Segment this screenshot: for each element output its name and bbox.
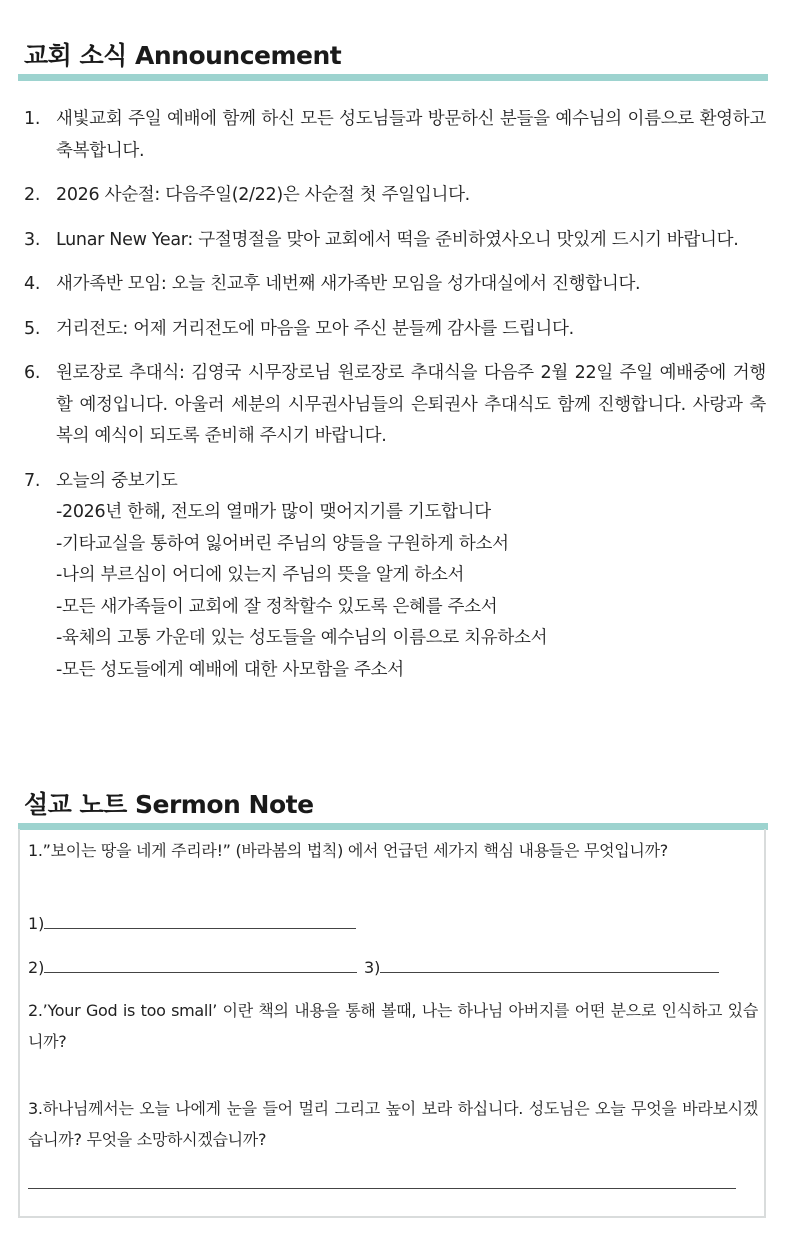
answer-blank-4[interactable] [28, 1174, 736, 1193]
sermon-question-1: 1.”보이는 땅을 네게 주리라!” (바라봄의 법칙) 에서 언급던 세가지 핵심 내용들은 무엇입니까? [28, 841, 668, 860]
prayer-line: -2026년 한해, 전도의 열매가 많이 맺어지기를 기도합니다 [56, 502, 491, 522]
item-number: 5. [24, 318, 41, 339]
prayer-line: -육체의 고통 가운데 있는 성도들을 예수님의 이름으로 치유하소서 [56, 628, 548, 648]
item-number: 2. [24, 185, 41, 205]
item-text: 2026 사순절: 다음주일(2/22)은 사순절 첫 주일입니다. [56, 185, 470, 205]
sermon-question-2: 2.’Your God is too small’ 이란 책의 내용을 통해 볼때, 나는 하나님 아버지를 어떤 분으로 인식하고 있습니까? [28, 1001, 758, 1051]
answer-underline [44, 971, 357, 973]
answer-blank-label: 1) [28, 914, 45, 933]
answer-blank-3[interactable] [364, 958, 719, 977]
item-text: 거리전도: 어제 거리전도에 마음을 모아 주신 분들께 감사를 드립니다. [56, 318, 574, 339]
announcement-list [24, 104, 766, 699]
item-number: 4. [24, 274, 41, 294]
answer-blank-label: 3) [364, 958, 381, 977]
sermon-question-3: 3.하나님께서는 오늘 나에게 눈을 들어 멀리 그리고 높이 보라 하십니다. 성도님은 오늘 무엇을 바라보시겠습니까? 무엇을 소망하시겠습니까? [28, 1099, 758, 1149]
prayer-line: -모든 새가족들이 교회에 잘 정착할수 있도록 은혜를 주소서 [56, 596, 498, 617]
prayer-line: -기타교실을 통하여 잃어버린 주님의 양들을 구원하게 하소서 [56, 533, 509, 554]
item-number: 6. [24, 363, 41, 383]
answer-underline [28, 1187, 736, 1189]
answer-blank-2[interactable] [28, 958, 357, 977]
prayer-item [24, 466, 766, 687]
prayer-line: -나의 부르심이 어디에 있는지 주님의 뜻을 알게 하소서 [56, 565, 465, 585]
item-number: 1. [24, 109, 41, 129]
item-text: 새빛교회 주일 예배에 함께 하신 모든 성도님들과 방문하신 분들을 예수님의 이름으로 환영하고 축복합니다. [56, 109, 766, 161]
announcement-item [24, 314, 766, 346]
announcement-item [24, 225, 766, 257]
answer-underline [44, 927, 356, 929]
item-text: Lunar New Year: 구절명절을 맞아 교회에서 떡을 준비하였사오니 맛있게 드시기 바랍니다. [56, 229, 739, 250]
announcement-title: 교회 소식 Announcement [24, 41, 342, 70]
answer-blank-label: 2) [28, 958, 45, 977]
answer-underline [380, 971, 719, 973]
item-text: 새가족반 모임: 오늘 친교후 네번째 새가족반 모임을 성가대실에서 진행합니다. [56, 274, 641, 294]
prayer-line: -모든 성도들에게 예배에 대한 사모함을 주소서 [56, 659, 404, 680]
announcement-item [24, 269, 766, 301]
answer-blank-1[interactable] [28, 914, 356, 933]
item-number: 3. [24, 229, 41, 250]
announcement-title-rule [18, 74, 768, 81]
sermon-note-box [18, 829, 766, 1218]
sermon-title: 설교 노트 Sermon Note [24, 790, 314, 819]
announcement-item [24, 358, 766, 453]
item-text: 원로장로 추대식: 김영국 시무장로님 원로장로 추대식을 다음주 2월 22일 주일 예배중에 거행할 예정입니다. 아울러 세분의 시무권사님들의 은퇴권사 추대식도 함께 진행합니다. 사랑과 축복의 예식이 되도록 준비해 주시기 바랍니다. [56, 363, 766, 446]
announcement-item [24, 104, 766, 167]
prayer-heading: 오늘의 중보기도 [56, 470, 178, 491]
item-number: 7. [24, 470, 41, 491]
announcement-item [24, 180, 766, 212]
